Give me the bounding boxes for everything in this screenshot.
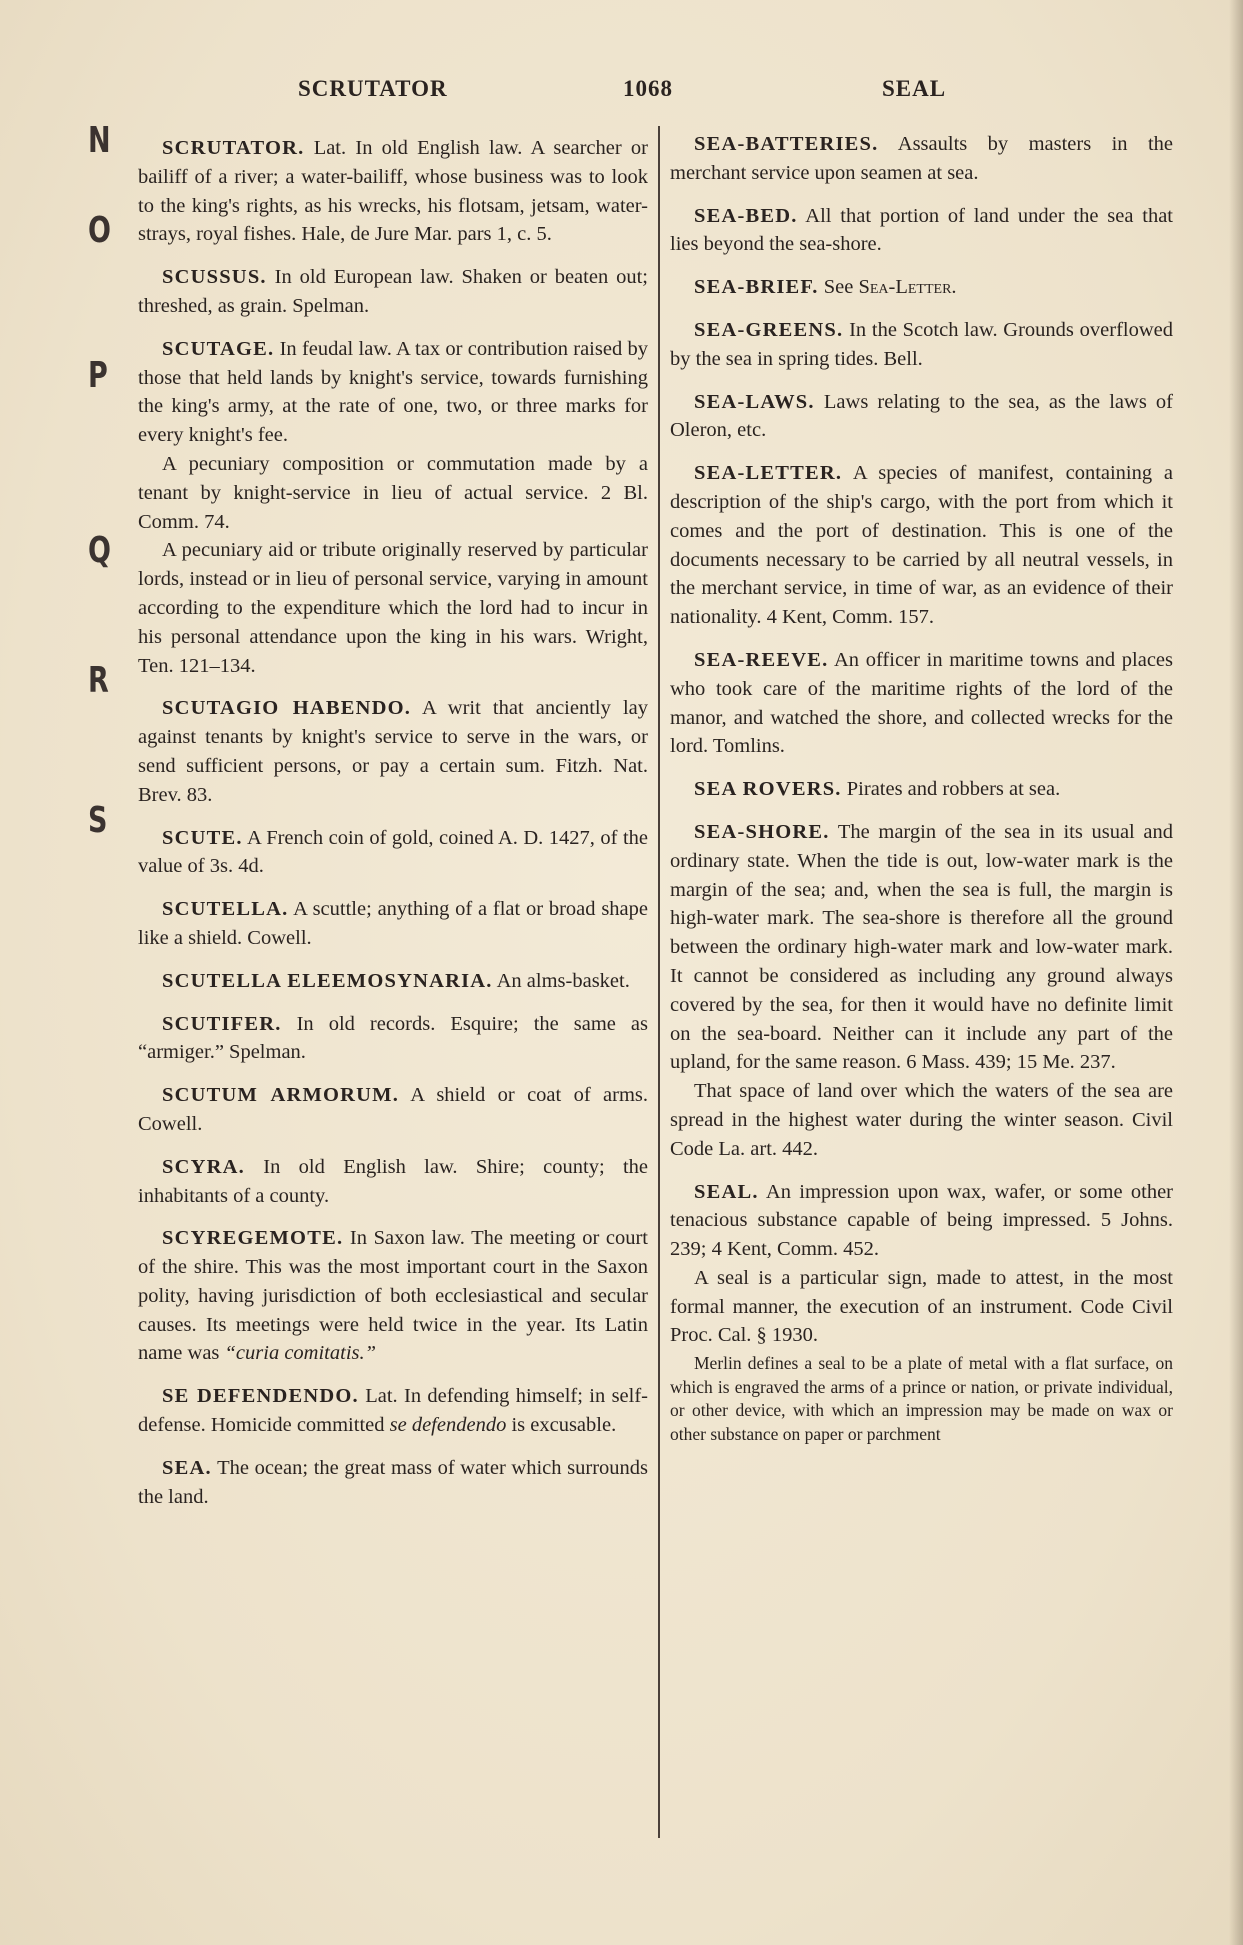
entry-text: In old European law. Shaken or beaten out; threshed, as grain. Spelman. bbox=[138, 266, 648, 317]
thumb-index-letter: R bbox=[88, 660, 109, 701]
entry-headword: SEA-SHORE. bbox=[694, 820, 830, 843]
entry-text: The margin of the sea in its usual and ordinary state. When the tide is out, low-water mark is the margin of the sea; and, when the sea is full, the margin is high-water mark. The sea-shore is therefore all the ground between the ordinary high-water mark and low-water mark. It cannot be considered as including any ground always covered by the sea, for then it would have no definite limit on the sea-board. Neither can it include any part of the upland, for the same reason. 6 Mass. 439; 15 Me. 237. bbox=[670, 820, 1173, 1074]
entry-small-print: Merlin defines a seal to be a plate of metal with a flat surface, on which is engraved the arms of a prince or nation, or private individual, or other device, with which an impression may be made on wax or other substance on paper or parchment bbox=[670, 1353, 1173, 1444]
entry bbox=[670, 775, 1173, 804]
thumb-index-letter: N bbox=[88, 120, 111, 161]
page-edge-shadow bbox=[1229, 0, 1243, 1945]
thumb-index bbox=[88, 120, 128, 860]
entry-headword: SCRUTATOR. bbox=[162, 137, 305, 159]
thumb-index-letter: Q bbox=[88, 530, 111, 571]
running-head bbox=[130, 76, 1170, 110]
entry-headword: SCUTELLA ELEEMOSYNARIA. bbox=[162, 969, 493, 992]
running-head-right: SEAL bbox=[882, 76, 947, 101]
entry-text: An officer in maritime towns and places who took care of the maritime rights of the lord of the manor, and watched the shore, and collected wrecks for the lord. Tomlins. bbox=[670, 648, 1173, 758]
entry-latin-term: “curia comitatis.” bbox=[224, 1342, 377, 1365]
entry bbox=[670, 316, 1173, 374]
entry bbox=[670, 388, 1173, 446]
entry-headword: SCYRA. bbox=[162, 1155, 245, 1178]
entry bbox=[670, 646, 1173, 761]
entry bbox=[138, 1081, 648, 1139]
entry bbox=[138, 895, 648, 953]
entry-text: In old records. Esquire; the same as “armiger.” Spelman. bbox=[138, 1012, 648, 1064]
entry-headword: SEAL. bbox=[694, 1180, 759, 1203]
entry-headword: SEA ROVERS. bbox=[694, 778, 842, 801]
entry-text: In old English law. Shire; county; the inhabitants of a county. bbox=[138, 1155, 649, 1207]
entry bbox=[670, 130, 1173, 188]
entry-continuation: A seal is a particular sign, made to attest, in the most formal manner, the execution of an instrument. Code Civil Proc. Cal. § 1930. bbox=[670, 1266, 1173, 1347]
entry bbox=[138, 1010, 648, 1068]
entry-headword: SCUTAGIO HABENDO. bbox=[162, 697, 412, 720]
entry-headword: SEA-REEVE. bbox=[694, 648, 829, 671]
entry-continuation: A pecuniary aid or tribute originally reserved by particular lords, instead or in lieu of personal service, varying in amount according to the expenditure which the lord had to incur in his personal attendance upon the king in his wars. Wright, Ten. 121–134. bbox=[138, 539, 648, 677]
entry-headword: SCUTIFER. bbox=[162, 1012, 282, 1035]
entry-headword: SCUTELLA. bbox=[162, 898, 289, 921]
entry-text: All that portion of land under the sea that lies beyond the sea-shore. bbox=[670, 204, 1173, 256]
entry-text: A shield or coat of arms. Cowell. bbox=[138, 1084, 648, 1135]
entry bbox=[138, 134, 648, 249]
entry bbox=[138, 335, 648, 681]
entry-text: Pirates and robbers at sea. bbox=[846, 778, 1061, 801]
entry-text: See bbox=[823, 276, 854, 299]
left-column bbox=[138, 134, 648, 1525]
entry-headword: SCUTUM ARMORUM. bbox=[162, 1084, 400, 1107]
entry bbox=[138, 967, 648, 996]
entry bbox=[670, 202, 1173, 260]
entry-text: A French coin of gold, coined A. D. 1427, of the value of 3s. 4d. bbox=[138, 826, 648, 878]
entry-text: A scuttle; anything of a flat or broad shape like a shield. Cowell. bbox=[138, 898, 648, 949]
entry-text: Lat. In defending himself; in self-defense. Homicide committed bbox=[138, 1385, 649, 1437]
entry bbox=[138, 1454, 648, 1512]
entry bbox=[670, 818, 1173, 1164]
cross-reference: Sea-Letter. bbox=[858, 276, 957, 299]
entry-text: In the Scotch law. Grounds overflowed by the sea in spring tides. Bell. bbox=[670, 318, 1173, 370]
entry bbox=[138, 1382, 648, 1440]
column-divider bbox=[658, 126, 660, 1838]
entry-headword: SCYREGEMOTE. bbox=[162, 1227, 344, 1250]
entry-text: An alms-basket. bbox=[496, 969, 630, 992]
running-head-left: SCRUTATOR bbox=[298, 76, 448, 101]
entry-text: A species of manifest, containing a description of the ship's cargo, with the port from which it comes and the port of destination. This is one of the documents necessary to be carried by all neutral vessels, in the merchant service, in time of war, as an evidence of their nationality. 4 Kent, Comm. 157. bbox=[670, 462, 1173, 629]
entry bbox=[138, 263, 648, 321]
entry-headword: SEA-GREENS. bbox=[694, 318, 844, 341]
entry-text-tail: is excusable. bbox=[511, 1414, 617, 1437]
entry-text: A writ that anciently lay against tenants by knight's service to serve in the wars, or send sufficient persons, or pay a certain sum. Fitzh. Nat. Brev. 83. bbox=[138, 697, 648, 806]
entry-text: The ocean; the great mass of water which surrounds the land. bbox=[138, 1456, 649, 1508]
entry-text: In feudal law. A tax or contribution raised by those that held lands by knight's service, towards furnishing the king's army, at the rate of one, two, or three marks for every knight's fee. bbox=[138, 337, 648, 447]
entry-headword: SEA-BRIEF. bbox=[694, 276, 819, 299]
right-column bbox=[670, 130, 1173, 1460]
entry bbox=[138, 824, 648, 882]
thumb-index-letter: O bbox=[88, 210, 111, 251]
entry-headword: SEA-BED. bbox=[694, 204, 798, 227]
entry bbox=[138, 1153, 648, 1211]
entry-latin-term: se defendendo bbox=[389, 1414, 507, 1437]
entry-headword: SCUTAGE. bbox=[162, 337, 275, 360]
entry-headword: SEA-BATTERIES. bbox=[694, 133, 879, 155]
entry-continuation: That space of land over which the waters of the sea are spread in the highest water during the winter season. Civil Code La. art. 442. bbox=[670, 1080, 1173, 1160]
entry-text: An impression upon wax, wafer, or some other tenacious substance capable of being impressed. 5 Johns. 239; 4 Kent, Comm. 452. bbox=[670, 1180, 1174, 1261]
entry-text: Assaults by masters in the merchant service upon seamen at sea. bbox=[670, 133, 1174, 184]
entry bbox=[670, 273, 1173, 302]
thumb-index-letter: S bbox=[88, 800, 108, 841]
entry-headword: SEA-LETTER. bbox=[694, 462, 843, 485]
entry-headword: SEA. bbox=[162, 1456, 212, 1479]
entry bbox=[670, 1178, 1173, 1447]
entry-text: In Saxon law. The meeting or court of the shire. This was the most important court in the Saxon polity, having jurisdiction of both ecclesiastical and secular causes. Its meetings were held twice in the year. Its Latin name was bbox=[138, 1227, 648, 1365]
entry-continuation: A pecuniary composition or commutation made by a tenant by knight-service in lieu of actual service. 2 Bl. Comm. 74. bbox=[138, 452, 648, 533]
entry-headword: SCUSSUS. bbox=[162, 266, 267, 289]
entry-text: Lat. In old English law. A searcher or bailiff of a river; a water-bailiff, whose business was to look to the king's rights, as his wrecks, his flotsam, jetsam, water-strays, royal fishes. Hale, de Jure Mar. pars 1, c. 5. bbox=[138, 137, 648, 246]
entry bbox=[138, 1224, 648, 1368]
entry-headword: SCUTE. bbox=[162, 826, 243, 849]
entry-headword: SE DEFENDENDO. bbox=[162, 1385, 359, 1408]
page-number: 1068 bbox=[623, 76, 673, 101]
thumb-index-letter: P bbox=[88, 355, 108, 396]
entry-headword: SEA-LAWS. bbox=[694, 390, 815, 413]
entry bbox=[138, 694, 648, 809]
entry-text: Laws relating to the sea, as the laws of Oleron, etc. bbox=[670, 390, 1173, 442]
entry bbox=[670, 459, 1173, 632]
